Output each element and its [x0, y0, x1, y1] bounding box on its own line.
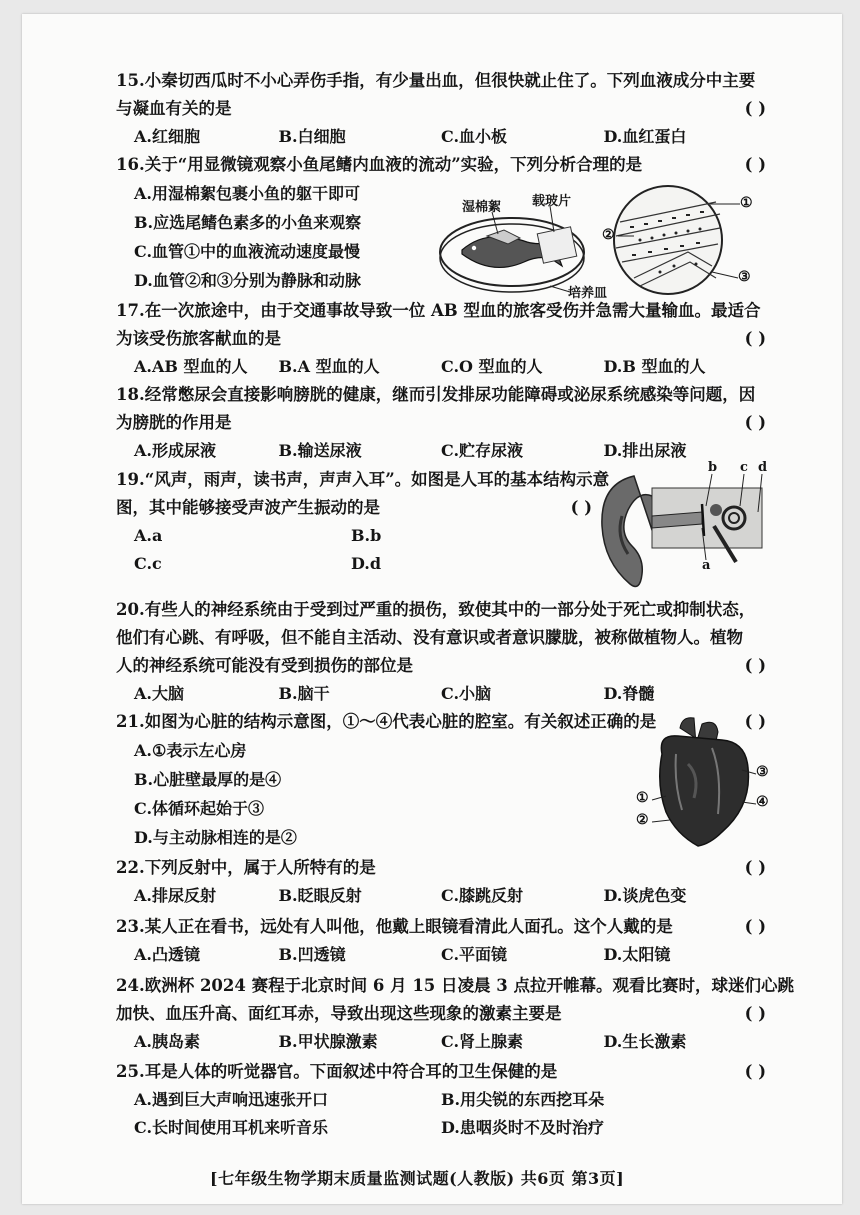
option-b: B.b [351, 526, 382, 545]
option-b: B.眨眼反射 [278, 886, 362, 905]
label-a-b: b [708, 460, 718, 475]
option-b: B.心脏壁最厚的是④ [134, 770, 282, 789]
option-b: B.用尖锐的东西挖耳朵 [441, 1090, 605, 1109]
options-row [116, 941, 766, 969]
question-20 [116, 596, 766, 708]
answer-bracket: ( ) [744, 155, 766, 174]
option-c: C.体循环起始于③ [134, 799, 265, 818]
option-c: C.平面镜 [441, 945, 508, 964]
option-b: B.凹透镜 [278, 945, 346, 964]
fish-dish-figure [432, 184, 607, 299]
question-24-stem-line-1: 24.欧洲杯 2024 赛程于北京时间 6 月 15 日凌晨 3 点拉开帷幕。观看比赛时，球迷们心跳 [116, 976, 795, 995]
options-row-2 [116, 1114, 766, 1142]
microscope-view-figure [600, 182, 753, 302]
label-wet-cotton: 湿棉絮 [462, 200, 502, 215]
question-25-stem: 25.耳是人体的听觉器官。下面叙述中符合耳的卫生保健的是 [116, 1062, 558, 1081]
answer-bracket: ( ) [744, 1004, 766, 1023]
exam-page [22, 14, 842, 1204]
answer-bracket: ( ) [744, 99, 766, 118]
option-b: B.甲状腺激素 [278, 1032, 378, 1051]
option-d: D.血管②和③分别为静脉和动脉 [134, 271, 361, 290]
ear-structure-figure [594, 460, 774, 596]
label-a: a [702, 558, 711, 573]
option-d: D.生长激素 [603, 1032, 687, 1051]
answer-bracket: ( ) [744, 917, 766, 936]
options-row [116, 353, 766, 381]
label-chamber-1: ① [636, 790, 649, 806]
options-row [116, 123, 766, 151]
options-row [116, 882, 766, 910]
answer-bracket: ( ) [744, 413, 766, 432]
question-15-stem-line-1: 15.小秦切西瓜时不小心弄伤手指，有少量出血，但很快就止住了。下列血液成分中主要 [116, 71, 756, 90]
question-18 [116, 381, 766, 465]
option-d: D.太阳镜 [603, 945, 671, 964]
label-glass-slide: 载玻片 [532, 194, 572, 209]
option-c: C.肾上腺素 [441, 1032, 524, 1051]
question-19 [116, 466, 610, 578]
question-22-stem: 22.下列反射中，属于人所特有的是 [116, 858, 376, 877]
option-a: A.凸透镜 [134, 945, 200, 964]
option-d: D.B 型血的人 [603, 357, 706, 376]
question-25 [116, 1058, 766, 1142]
label-c: c [740, 460, 748, 475]
question-15-stem-line-2: 与凝血有关的是 [116, 99, 232, 118]
option-a: A.AB 型血的人 [134, 357, 248, 376]
option-d: D.脊髓 [603, 684, 655, 703]
answer-bracket: ( ) [744, 1062, 766, 1081]
options-row-2 [116, 550, 586, 578]
label-vessel-1: ① [740, 195, 753, 211]
answer-bracket: ( ) [744, 712, 766, 731]
option-b: B.A 型血的人 [278, 357, 380, 376]
question-20-stem-line-1: 20.有些人的神经系统由于受到过严重的损伤，致使其中的一部分处于死亡或抑制状态， [116, 600, 756, 619]
option-b: B.输送尿液 [278, 441, 362, 460]
label-vessel-3: ③ [738, 269, 751, 285]
question-18-stem-line-2: 为膀胱的作用是 [116, 413, 232, 432]
options-row [116, 437, 766, 465]
question-23 [116, 913, 766, 969]
answer-bracket: ( ) [744, 329, 766, 348]
option-a: A.用湿棉絮包裹小鱼的躯干即可 [134, 184, 360, 203]
answer-bracket: ( ) [744, 858, 766, 877]
option-c: C.长时间使用耳机来听音乐 [134, 1118, 329, 1137]
question-15 [116, 67, 766, 151]
question-17-stem-line-1: 17.在一次旅途中，由于交通事故导致一位 AB 型血的旅客受伤并急需大量输血。最适合 [116, 301, 761, 320]
label-petri-dish: 培养皿 [568, 286, 608, 301]
option-a: A.形成尿液 [134, 441, 216, 460]
option-c: C.贮存尿液 [441, 441, 524, 460]
option-d: D.d [351, 554, 382, 573]
page-footer: [七年级生物学期末质量监测试题(人教版) 共6页 第3页] [210, 1169, 625, 1188]
option-c: C.血小板 [441, 127, 508, 146]
question-16-stem: 16.关于“用显微镜观察小鱼尾鳍内血液的流动”实验，下列分析合理的是 [116, 155, 643, 174]
options-row [116, 1028, 766, 1056]
option-d: D.排出尿液 [603, 441, 687, 460]
question-20-stem-line-2: 他们有心跳、有呼吸，但不能自主活动、没有意识或者意识朦胧，被称做植物人。植物 [116, 628, 743, 647]
option-a: A.红细胞 [134, 127, 200, 146]
option-c: C.c [134, 554, 162, 573]
option-d: D.血红蛋白 [603, 127, 687, 146]
option-c: C.血管①中的血液流动速度最慢 [134, 242, 361, 261]
options-row-1 [116, 522, 586, 550]
heart-structure-figure [622, 714, 772, 854]
option-c: C.小脑 [441, 684, 492, 703]
option-d: D.与主动脉相连的是② [134, 828, 297, 847]
question-23-stem: 23.某人正在看书，远处有人叫他，他戴上眼镜看清此人面孔。这个人戴的是 [116, 917, 673, 936]
option-b: B.应选尾鳍色素多的小鱼来观察 [134, 213, 362, 232]
label-chamber-4: ④ [756, 794, 769, 810]
option-a: A.①表示左心房 [134, 741, 247, 760]
option-c: C.膝跳反射 [441, 886, 524, 905]
question-19-stem-line-2: 图，其中能够接受声波产生振动的是 [116, 498, 380, 517]
option-a: A.大脑 [134, 684, 184, 703]
option-b: B.脑干 [278, 684, 330, 703]
question-17 [116, 297, 766, 381]
option-c: C.O 型血的人 [441, 357, 543, 376]
question-24-stem-line-2: 加快、血压升高、面红耳赤，导致出现这些现象的激素主要是 [116, 1004, 562, 1023]
question-20-stem-line-3: 人的神经系统可能没有受到损伤的部位是 [116, 656, 413, 675]
options-row [116, 680, 766, 708]
option-a: A.遇到巨大声响迅速张开口 [134, 1090, 328, 1109]
option-d: D.患咽炎时不及时治疗 [441, 1118, 604, 1137]
question-18-stem-line-1: 18.经常憋尿会直接影响膀胱的健康，继而引发排尿功能障碍或泌尿系统感染等问题，因 [116, 385, 756, 404]
answer-bracket: ( ) [744, 656, 766, 675]
option-a: A.胰岛素 [134, 1032, 200, 1051]
option-b: B.白细胞 [278, 127, 346, 146]
label-vessel-2: ② [602, 227, 615, 243]
label-d: d [758, 460, 768, 475]
options-row-1 [116, 1086, 766, 1114]
answer-bracket: ( ) [570, 498, 592, 517]
question-24 [116, 972, 795, 1056]
question-19-stem-line-1: 19.“风声，雨声，读书声，声声入耳”。如图是人耳的基本结构示意 [116, 470, 610, 489]
option-a: A.排尿反射 [134, 886, 216, 905]
option-d: D.谈虎色变 [603, 886, 687, 905]
question-21-stem: 21.如图为心脏的结构示意图，①～④代表心脏的腔室。有关叙述正确的是 [116, 712, 657, 731]
label-chamber-3: ③ [756, 764, 769, 780]
question-22 [116, 854, 766, 910]
question-17-stem-line-2: 为该受伤旅客献血的是 [116, 329, 281, 348]
label-chamber-2: ② [636, 812, 649, 828]
option-a: A.a [134, 526, 163, 545]
